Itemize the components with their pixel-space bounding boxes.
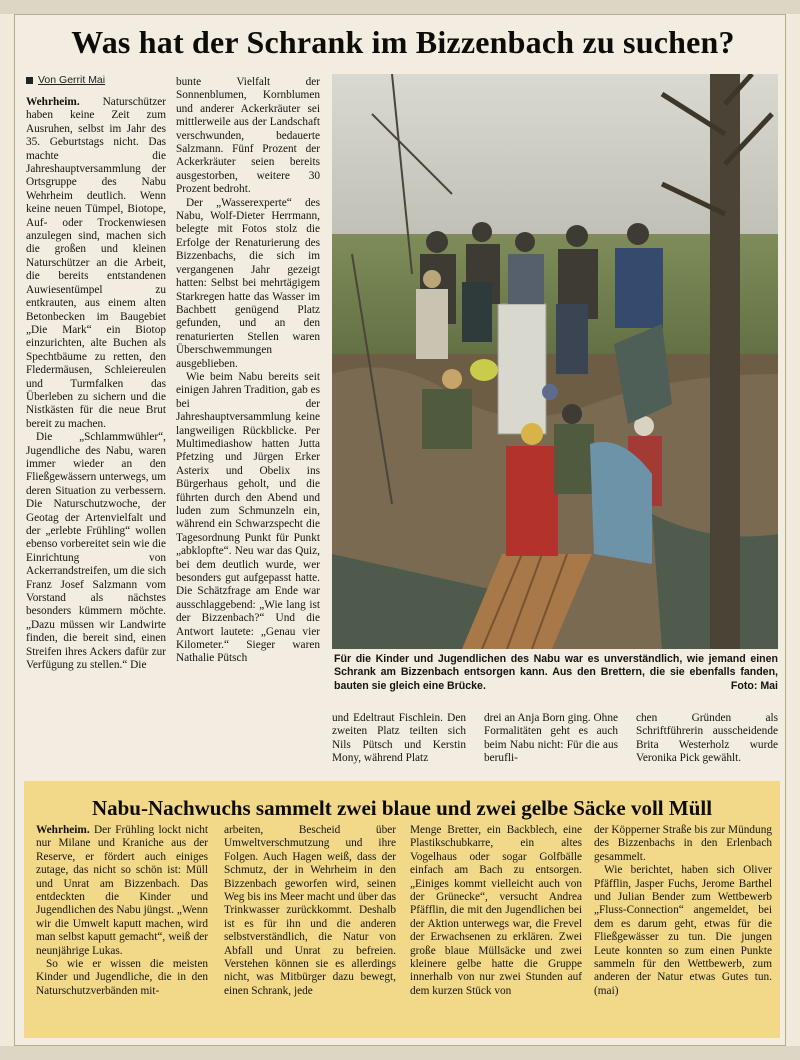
byline-square-icon xyxy=(26,77,33,84)
dateline: Wehrheim. xyxy=(26,96,80,108)
box-column-4 xyxy=(594,824,772,1032)
box-headline: Nabu-Nachwuchs sammelt zwei blaue und zwei gelbe Säcke voll Müll xyxy=(91,796,713,820)
clipping-edge-top xyxy=(0,0,800,14)
article-photo xyxy=(332,74,778,649)
box-column-3: Menge Bretter, ein Backblech, eine Plastikschubkarre, ein altes Vogelhaus oder sogar Golfbälle einfach am Bach zu entsorgen. „Einiges kommt vielleicht auch von der Grünecke“, versucht Andrea Pfäfflin, die mit den Jugendlichen bei der Aktion unterwegs war, die Frevel der Erwachsenen zu erklären. Zwei große blaue Müllsäcke und zwei kleinere gelbe hatte die Gruppe innerhalb von nur zwei Stunden auf dem kurzen Stück von xyxy=(410,824,582,997)
box-dateline: Wehrheim. xyxy=(36,824,90,836)
clipping-edge-bottom xyxy=(0,1046,800,1060)
article-column-1 xyxy=(26,96,166,768)
box-paragraph: Wie berichtet, haben sich Oliver Pfäfflin, Jasper Fuchs, Jerome Barthel und Julian Bender zum Wettbewerb „Fluss-Connection“ angemeldet, bei dem es darum geht, etwas für die Fließgewässer zu tun. Die jungen Leute konnten so zum einen Punkte sammeln für den Wettbewerb, zum anderen der Natur etwas Gutes tun. (mai) xyxy=(594,864,772,997)
article-paragraph: Der „Wasserexperte“ des Nabu, Wolf-Dieter Herrmann, belegte mit Fotos stolz die Erfolge der Renaturierung des Bizzenbachs, die sich im vergangenen Jahr gezeigt hatten: Selbst bei mehrtägigem Starkregen hatte das Wasser im Bachbett genügend Platz gefunden, und an den renaturierten Stellen waren Überschwemmungen ausgeblieben. xyxy=(176,196,320,370)
headline: Was hat der Schrank im Bizzenbach zu suchen? xyxy=(71,24,735,60)
box-paragraph: der Köpperner Straße bis zur Mündung des Bizzenbachs in den Erlenbach gesammelt. xyxy=(594,824,772,863)
byline xyxy=(26,74,105,86)
box-paragraph: So wie er wissen die meisten Kinder und Jugendliche, die in den Naturschutzverbänden mit- xyxy=(36,958,208,997)
box-column-1 xyxy=(36,824,208,1032)
photo-credit: Foto: Mai xyxy=(730,679,778,692)
caption-text: Für die Kinder und Jugendlichen des Nabu war es unverständlich, wie jemand einen Schrank am Bizzenbach entsorgen kann. Aus den Brettern, die sie ebenfalls fanden, bauten sie gleich eine Brücke. xyxy=(334,653,778,692)
article-paragraph: Die „Schlammwühler“, Jugendliche des Nabu, waren immer wieder an den Fließgewässern unterwegs, um deren Situation zu verbessern. Die Naturschutzwoche, der Geotag der Artenvielfalt und der „erlebte Frühling“ wollen ebenso vorbereitet sein wie die Einrichtung von Ackerrandstreifen, um die sich Franz Josef Salzmann vom Vorstand als nächstes besonders kümmern möchte. „Dazu müssen wir Landwirte finden, die bereit sind, einen Streifen ihres Ackers dafür zur Verfügung zu stellen.“ Die xyxy=(26,431,166,672)
article-paragraph: bunte Vielfalt der Sonnenblumen, Kornblumen und anderer Ackerkräuter sei mittlerweile aus der Landschaft verschwunden, bedauerte Salzmann. Fünf Prozent der Ackerkräuter seien bereits ausgestorben, weitere 30 Prozent bedroht. xyxy=(176,76,320,196)
photo-caption xyxy=(334,653,778,693)
article-column-5: chen Gründen als Schriftführerin ausscheidende Brita Westerholz wurde Veronika Pick gewählt. xyxy=(636,712,778,765)
byline-author: Von Gerrit Mai xyxy=(38,74,106,87)
article-paragraph: Wehrheim. Naturschützer haben keine Zeit zum Ausruhen, selbst im Jahr des 35. Geburtstags nicht. Das machte die Jahreshauptversammlung der Ortsgruppe des Nabu Wehrheim deutlich. Wenn keine neuen Tümpel, Biotope, Auf- oder Trockenwiesen anzulegen sind, machen sich die großen und kleinen Naturschützer an die Arbeit, die bereits entstandenen Auwiesentümpel zu entkrauten, aus einem alten Betonbecken im Baugebiet „Die Mark“ ein Biotop einzurichten, alte Buchen als Spechtbäume zu retten, den Fledermäusen, Schleiereulen und Turmfalken das Überleben zu sichern und die Nistkästen für die neue Brut bereit zu machen. xyxy=(26,96,166,430)
article-paragraph: Wie beim Nabu bereits seit einigen Jahren Tradition, gab es bei der Jahreshauptversammlung keine langweiligen Rückblicke. Per Multimediashow hatten Jutta Pfetzing und Jürgen Erker Asterix und Obelix ins Bürgerhaus geholt, und die führten durch den Abend und luden zum Schmunzeln ein, während ein Schwarzspecht die Tagesordnung Punkt für Punkt „abklopfte“. Neu war das Quiz, bei dem deutlich wurde, wer besonders gut aufgepasst hatte. Die Schätzfrage am Ende war ausschlaggebend: „Wie lang ist der Bizzenbach?“ Und die Antwort lautete: „Genau vier Kilometer.“ Sieger waren Nathalie Pütsch xyxy=(176,370,320,665)
article-column-2 xyxy=(176,76,320,766)
article-column-4: drei an Anja Born ging. Ohne Formalitäten geht es auch beim Nabu nicht: Für die aus berufli- xyxy=(484,712,618,765)
box-column-2: arbeiten, Bescheid über Umweltverschmutzung und ihre Folgen. Auch Hagen weiß, dass der Schmutz, der in Wehrheim in den Bizzenbach geworfen wird, seinen Weg bis ins Meer macht und über das Trinkwasser zurückkommt. Deshalb ist es für ihn und die anderen selbstverständlich, die Natur von Abfall und Unrat zu befreien. Verstehen können sie es allerdings nicht, was Mitbürger dazu bewegt, einen Schrank, jede xyxy=(224,824,396,997)
box-paragraph: Wehrheim. Der Frühling lockt nicht nur Milane und Kraniche aus der Reserve, er fördert auch einiges zutage, das nicht so schön ist: Müll und Unrat am Bizzenbach. Das entdeckten die Kinder und Jugendlichen des Nabu jüngst. „Wenn wir die Umwelt kaputt machen, wird man selbst kaputt gemacht“, weiß der neunjährige Lukas. xyxy=(36,824,208,957)
article-column-3: und Edeltraut Fischlein. Den zweiten Platz teilten sich Nils Pütsch und Kerstin Mony, während Platz xyxy=(332,712,466,765)
